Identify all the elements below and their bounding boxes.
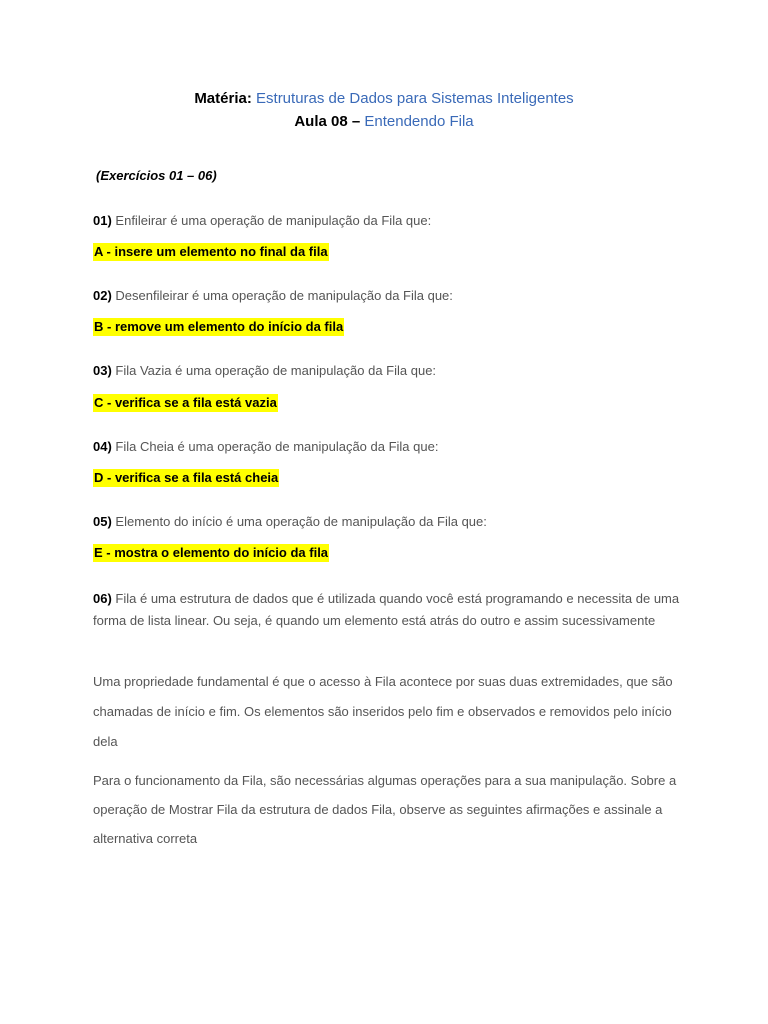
question-03 bbox=[93, 361, 436, 381]
answer-04: D - verifica se a fila está cheia bbox=[94, 470, 279, 485]
question-number: 03) bbox=[93, 363, 112, 378]
question-number: 04) bbox=[93, 439, 112, 454]
question-text: Fila Vazia é uma operação de manipulação da Fila que: bbox=[115, 363, 437, 378]
lesson-value: Entendendo Fila bbox=[364, 113, 474, 130]
subject-line bbox=[0, 89, 768, 109]
question-02 bbox=[93, 286, 453, 306]
question-text: Elemento do início é uma operação de manipulação da Fila que: bbox=[115, 514, 487, 529]
answer-03: C - verifica se a fila está vazia bbox=[94, 395, 277, 410]
question-06-paragraph-2: Uma propriedade fundamental é que o acesso à Fila acontece por suas duas extremidades, que são chamadas de início e fim. Os elementos são inseridos pelo fim e observados e removidos pelo início dela bbox=[93, 674, 673, 749]
lesson-label: Aula 08 – bbox=[294, 113, 361, 130]
answer-05: E - mostra o elemento do início da fila bbox=[94, 545, 329, 560]
question-text: Fila é uma estrutura de dados que é utilizada quando você está programando e necessita de uma forma de lista linear. Ou seja, é quando um elemento está atrás do outro e assim sucessivamente bbox=[93, 591, 680, 628]
question-05 bbox=[93, 512, 487, 532]
question-number: 02) bbox=[93, 288, 112, 303]
question-01 bbox=[93, 211, 431, 231]
subject-label: Matéria: bbox=[194, 90, 252, 107]
question-text: Enfileirar é uma operação de manipulação da Fila que: bbox=[115, 213, 432, 228]
answer-01: A - insere um elemento no final da fila bbox=[94, 244, 328, 259]
question-text: Fila Cheia é uma operação de manipulação da Fila que: bbox=[115, 439, 439, 454]
question-04 bbox=[93, 437, 438, 457]
lesson-line bbox=[0, 112, 768, 132]
subject-value: Estruturas de Dados para Sistemas Inteligentes bbox=[256, 90, 574, 107]
question-06-paragraph-3: Para o funcionamento da Fila, são necessárias algumas operações para a sua manipulação. Sobre a operação de Mostrar Fila da estrutura de dados Fila, observe as seguintes afirmações e assinale a alternativa correta bbox=[93, 773, 677, 846]
exercises-subtitle: (Exercícios 01 – 06) bbox=[96, 168, 217, 183]
answer-02: B - remove um elemento do início da fila bbox=[94, 319, 344, 334]
question-number: 06) bbox=[93, 591, 112, 606]
question-number: 01) bbox=[93, 213, 112, 228]
question-number: 05) bbox=[93, 514, 112, 529]
question-text: Desenfileirar é uma operação de manipulação da Fila que: bbox=[115, 288, 453, 303]
question-06 bbox=[93, 588, 683, 632]
